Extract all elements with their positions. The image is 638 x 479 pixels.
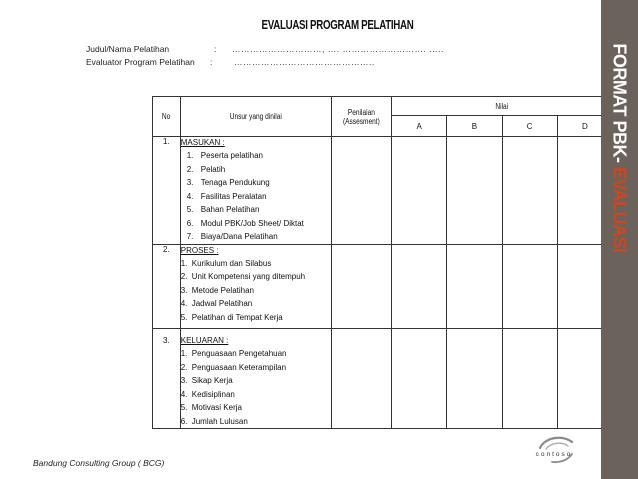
contoso-swirl-icon	[526, 432, 582, 468]
page-title: EVALUASI PROGRAM PELATIHAN	[261, 18, 414, 32]
list-item: 3. Tenaga Pendukung	[186, 178, 270, 187]
header-grade-d: D	[557, 116, 612, 137]
section-heading: MASUKAN :	[180, 138, 225, 147]
assessment-cell	[332, 244, 392, 329]
grade-a-cell	[392, 137, 447, 245]
grade-c-cell	[502, 329, 557, 429]
meta-value: ………………………………………..	[234, 57, 375, 67]
list-item: 6. Modul PBK/Job Sheet/ Diktat	[186, 218, 304, 228]
header-penilaian: Penilaian (Assesment)	[332, 97, 392, 137]
meta-value: …………………………, …. ………………………. …..	[232, 44, 444, 54]
grade-c-cell	[502, 244, 557, 329]
list-item: 3. Metode Pelatihan	[180, 285, 254, 295]
row-number: 3.	[153, 329, 181, 429]
list-item: 2. Penguasaan Keterampilan	[180, 362, 287, 372]
list-item: 2. Pelatih	[186, 164, 226, 174]
meta-label: Judul/Nama Pelatihan	[86, 44, 170, 54]
row-items	[180, 244, 332, 329]
assessment-cell	[332, 137, 392, 245]
grade-b-cell	[447, 244, 502, 329]
evaluation-table	[152, 96, 613, 429]
list-item: 5. Pelatihan di Tempat Kerja	[180, 312, 283, 322]
list-item: 1. Kurikulum dan Silabus	[180, 258, 272, 268]
grade-b-cell	[447, 137, 502, 245]
table-row	[153, 244, 613, 329]
list-item: 6. Jumlah Lulusan	[180, 416, 248, 426]
header-grade-a: A	[392, 116, 447, 137]
header-nilai: Nilai	[392, 97, 613, 116]
logo-text: contoso	[535, 451, 573, 458]
meta-colon: :	[210, 57, 213, 67]
meta-label: Evaluator Program Pelatihan	[86, 57, 195, 67]
table-row	[153, 329, 613, 429]
sidebar-title	[609, 43, 630, 252]
list-item: 5. Bahan Pelatihan	[186, 205, 260, 214]
row-items	[180, 329, 332, 429]
row-number: 1.	[153, 137, 181, 245]
grade-b-cell	[447, 329, 502, 429]
meta-training-title	[86, 44, 444, 56]
row-items	[180, 137, 332, 245]
assessment-cell	[332, 329, 392, 429]
grade-c-cell	[502, 137, 557, 245]
sidebar-title-part2: EVALUASI	[609, 166, 630, 253]
row-number: 2.	[153, 244, 181, 329]
sidebar-title-part1: FORMAT PBK-	[609, 43, 630, 167]
meta-evaluator	[86, 57, 416, 69]
grade-a-cell	[392, 244, 447, 329]
list-item: 7. Biaya/Dana Pelatihan	[186, 232, 278, 241]
footer-company: Bandung Consulting Group ( BCG)	[33, 458, 165, 468]
grade-a-cell	[392, 329, 447, 429]
list-item: 4. Fasilitas Peralatan	[186, 191, 267, 201]
header-unsur: Unsur yang dinilai	[180, 97, 332, 137]
list-item: 2. Unit Kompetensi yang ditempuh	[180, 272, 306, 281]
header-grade-b: B	[447, 116, 502, 137]
meta-colon: :	[214, 44, 217, 54]
list-item: 1. Penguasaan Pengetahuan	[180, 349, 287, 358]
list-item: 4. Jadwal Pelatihan	[180, 299, 253, 308]
list-item: 5. Motivasi Kerja	[180, 403, 242, 412]
section-heading: KELUARAN :	[180, 336, 229, 345]
section-heading: PROSES :	[180, 245, 219, 255]
list-item: 1. Peserta pelatihan	[186, 151, 263, 160]
header-grade-c: C	[502, 116, 557, 137]
list-item: 3. Sikap Kerja	[180, 376, 233, 385]
list-item: 4. Kedisiplinan	[180, 389, 235, 399]
table-row	[153, 137, 613, 245]
header-no: No	[153, 97, 181, 137]
